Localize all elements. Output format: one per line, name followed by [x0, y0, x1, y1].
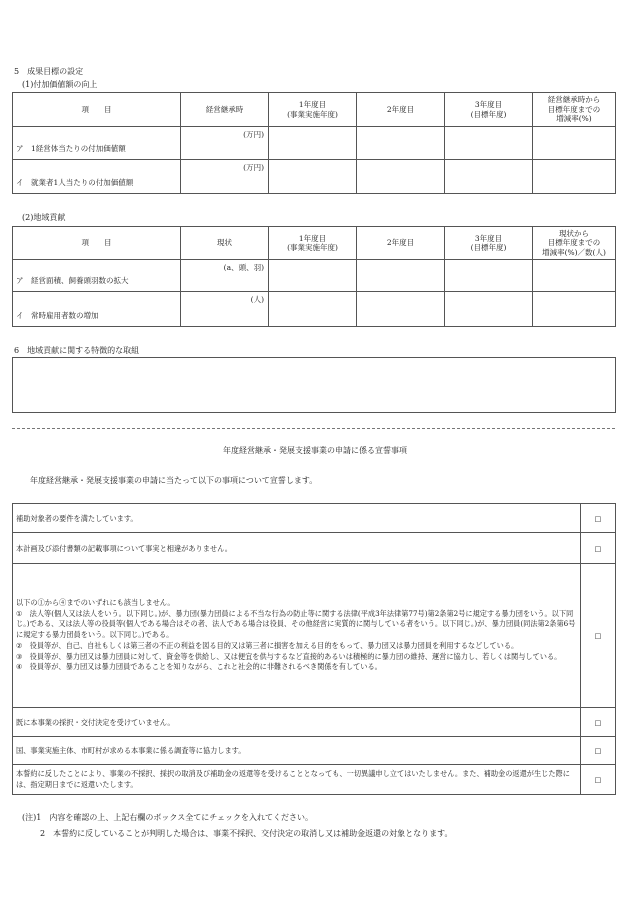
row-label: ア 経営面積、飼養頭羽数の拡大 [13, 260, 181, 292]
pledge-row [13, 765, 616, 795]
row-label: イ 就業者1人当たりの付加価値額 [13, 160, 181, 194]
value-cell[interactable] [357, 160, 445, 194]
pledge-table [12, 503, 616, 795]
value-cell[interactable] [445, 292, 533, 327]
pledge-checkbox[interactable]: □ [581, 765, 616, 795]
header-item: 項 目 [13, 227, 181, 260]
section6-title: 6 地域貢献に関する特徴的な取組 [14, 346, 140, 355]
pledge-row [13, 708, 616, 737]
pledge-checkbox[interactable]: □ [581, 564, 616, 708]
value-cell[interactable] [269, 127, 357, 160]
note-2: 2 本誓約に反していることが判明した場合は、事業不採択、交付決定の取消し又は補助金返還の対象となります。 [40, 829, 453, 838]
header-succession: 経営継承時 [181, 93, 269, 127]
value-cell[interactable] [445, 260, 533, 292]
value-cell[interactable] [269, 160, 357, 194]
value-cell[interactable] [533, 127, 616, 160]
row-label: ア 1経営体当たりの付加価値額 [13, 127, 181, 160]
value-cell[interactable] [445, 127, 533, 160]
pledge-intro: 年度経営継承・発展支援事業の申請に当たって以下の事項について宣誓します。 [30, 476, 318, 485]
value-cell[interactable] [445, 160, 533, 194]
header-current: 現状 [181, 227, 269, 260]
regional-initiatives-box[interactable] [12, 357, 616, 413]
header-year1: 1年度目 (事業実施年度) [269, 227, 357, 260]
value-cell[interactable] [269, 260, 357, 292]
header-rate: 経営継承時から 目標年度までの 増減率(%) [533, 93, 616, 127]
pledge-row [13, 737, 616, 765]
pledge-text: 国、事業実施主体、市町村が求める本事業に係る調査等に協力します。 [13, 737, 581, 765]
value-cell[interactable] [357, 260, 445, 292]
table-row [13, 160, 616, 194]
pledge-row [13, 504, 616, 533]
unit-label: (万円) [181, 127, 269, 160]
pledge-text: 本計画及び添付書類の記載事項について事実と相違がありません。 [13, 533, 581, 564]
value-cell[interactable] [357, 127, 445, 160]
pledge-text: 補助対象者の要件を満たしています。 [13, 504, 581, 533]
unit-label: (万円) [181, 160, 269, 194]
header-item: 項 目 [13, 93, 181, 127]
pledge-checkbox[interactable]: □ [581, 504, 616, 533]
pledge-checkbox[interactable]: □ [581, 737, 616, 765]
header-year3: 3年度目 (目標年度) [445, 227, 533, 260]
value-cell[interactable] [357, 292, 445, 327]
dashed-divider [12, 428, 615, 429]
pledge-title: 年度経営継承・発展支援事業の申請に係る宣誓事項 [223, 446, 407, 455]
value-cell[interactable] [533, 160, 616, 194]
header-rate: 現状から 目標年度までの 増減率(%)／数(人) [533, 227, 616, 260]
header-year2: 2年度目 [357, 93, 445, 127]
pledge-checkbox[interactable]: □ [581, 533, 616, 564]
table-row [13, 260, 616, 292]
value-cell[interactable] [533, 260, 616, 292]
value-cell[interactable] [269, 292, 357, 327]
pledge-row [13, 564, 616, 708]
table-row [13, 292, 616, 327]
section5-title: 5 成果目標の設定 [14, 67, 84, 76]
header-year1: 1年度目 (事業実施年度) [269, 93, 357, 127]
section5-sub2: (2)地域貢献 [22, 213, 66, 222]
unit-label: (人) [181, 292, 269, 327]
value-added-table [12, 92, 616, 194]
pledge-text: 既に本事業の採択・交付決定を受けていません。 [13, 708, 581, 737]
regional-contribution-table [12, 226, 616, 327]
pledge-checkbox[interactable]: □ [581, 708, 616, 737]
section5-sub1: (1)付加価値額の向上 [22, 80, 98, 89]
value-cell[interactable] [533, 292, 616, 327]
header-year3: 3年度目 (目標年度) [445, 93, 533, 127]
note-1: (注)1 内容を確認の上、上記右欄のボックス全てにチェックを入れてください。 [22, 813, 314, 822]
row-label: イ 常時雇用者数の増加 [13, 292, 181, 327]
pledge-row [13, 533, 616, 564]
pledge-text: 本誓約に反したことにより、事業の不採択、採択の取消及び補助金の返還等を受けることとなっても、一切異議申し立てはいたしません。また、補助金の返還が生じた際には、指定期日までに返還いたします。 [13, 765, 581, 795]
pledge-text-antisocial: 以下の①から④までのいずれにも該当しません。 ① 法人等(個人又は法人をいう。以下同じ。)が、暴力団(暴力団員による不当な行為の防止等に関する法律(平成3年法律第77号)第2条第2号に規定する暴力団をいう。以下同じ。)である、又は法人等の役員等(個人である場合はその者、法人である場合は役員、その他経営に実質的に関与している者をいう。以下同じ。)が、暴力団員(同法第2条第6号に規定する暴力団員をいう。以下同じ。)である。 ② 役員等が、自己、自社もしくは第三者の不正の利益を図る目的又は第三者に損害を加える目的をもって、暴力団又は暴力団員を利用するなどしている。 ③ 役員等が、暴力団又は暴力団員に対して、資金等を供給し、又は便宜を供与するなど直接的あるいは積極的に暴力団の維持、運営に協力し、若しくは関与している。 ④ 役員等が、暴力団又は暴力団員であることを知りながら、これと社会的に非難されるべき関係を有している。 [13, 564, 581, 708]
unit-label: (a、頭、羽) [181, 260, 269, 292]
header-year2: 2年度目 [357, 227, 445, 260]
table-row [13, 127, 616, 160]
